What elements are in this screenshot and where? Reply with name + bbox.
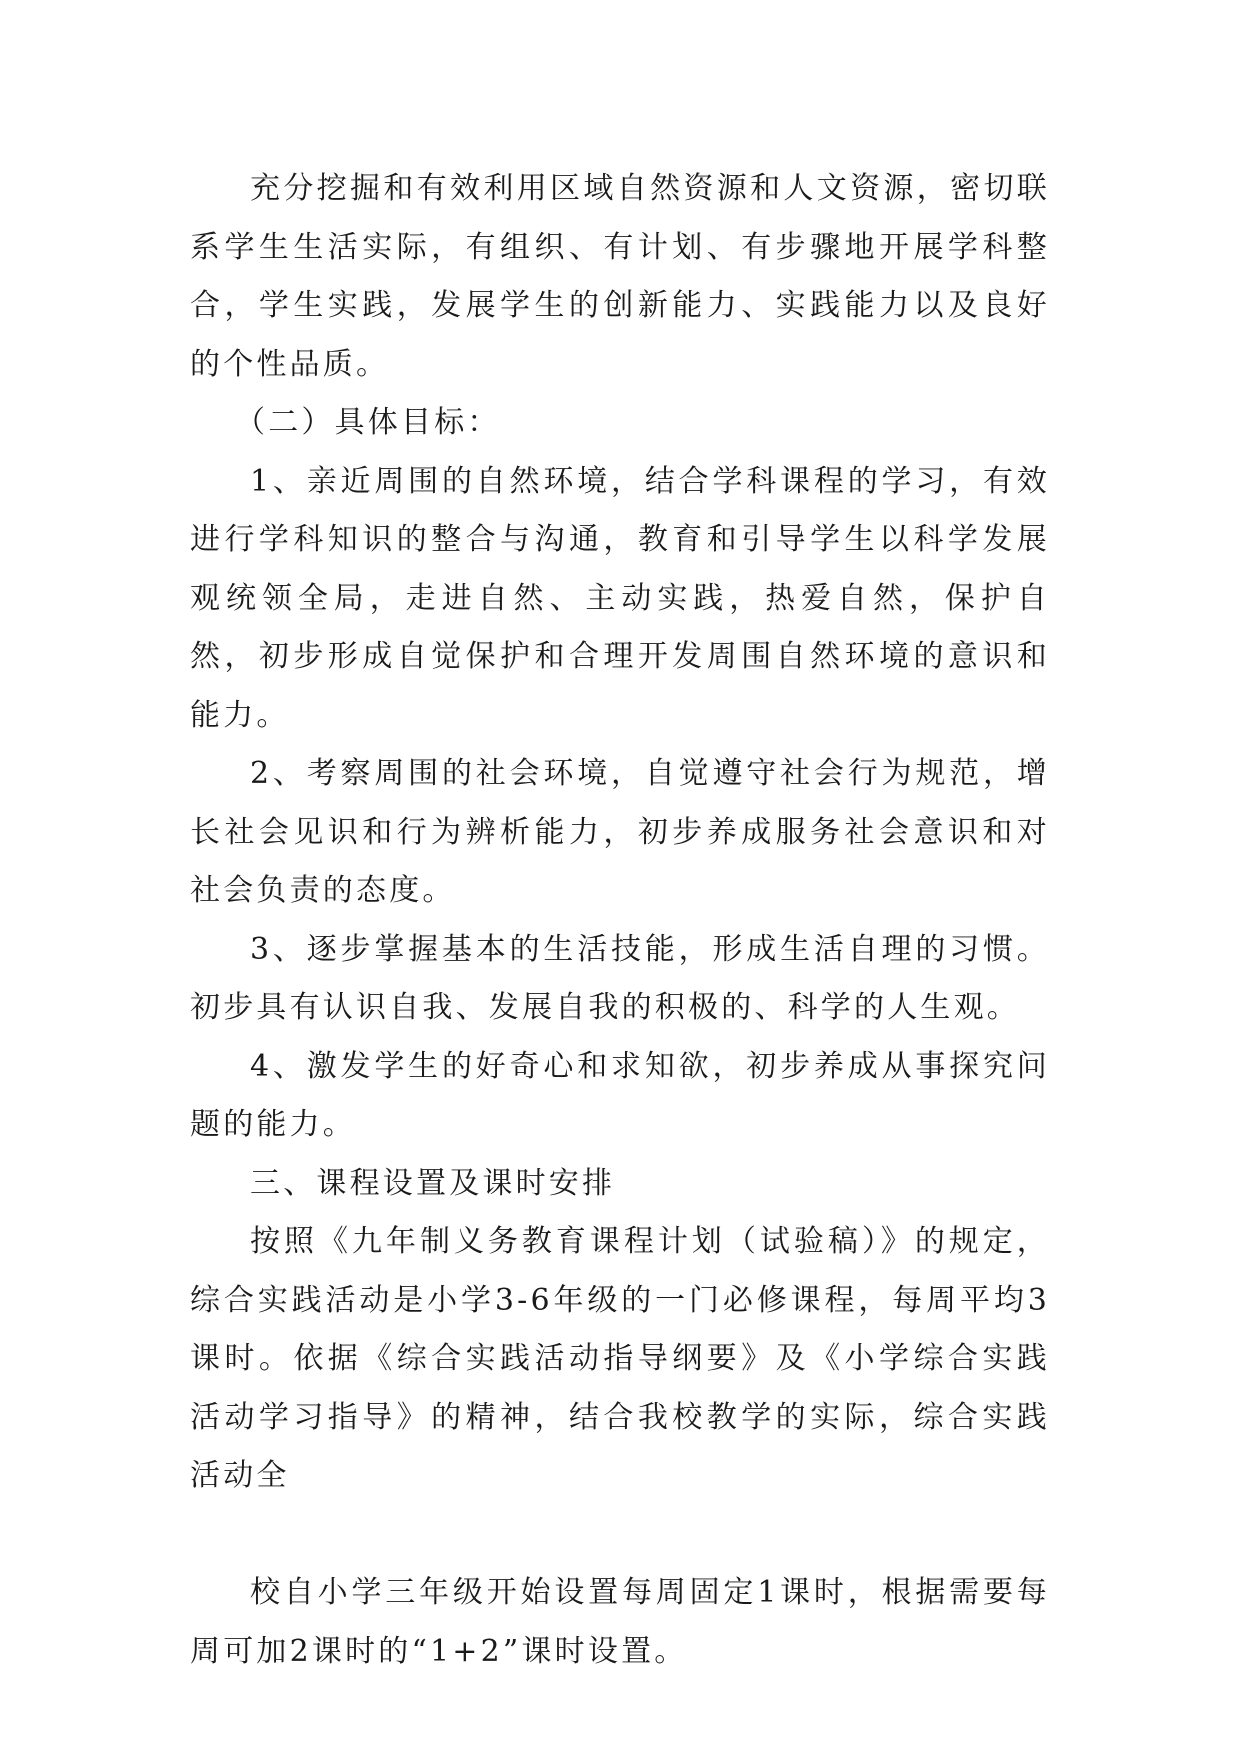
- paragraph-goal-2: 2、考察周围的社会环境，自觉遵守社会行为规范，增长社会见识和行为辨析能力，初步养成服务社会意识和对社会负责的态度。: [190, 756, 1050, 908]
- document-page: [190, 160, 1050, 1681]
- paragraph-goal-4: 4、激发学生的好奇心和求知欲，初步养成从事探究问题的能力。: [190, 1048, 1050, 1142]
- heading-specific-goals: （二）具体目标：: [235, 405, 501, 440]
- paragraph-course-plan: 按照《九年制义务教育课程计划（试验稿）》的规定，综合实践活动是小学3-6年级的一门必修课程，每周平均3课时。依据《综合实践活动指导纲要》及《小学综合实践活动学习指导》的精神，结合我校教学的实际，综合实践活动全: [190, 1224, 1050, 1493]
- paragraph-class-hours: 校自小学三年级开始设置每周固定1课时，根据需要每周可加2课时的“1+2”课时设置。: [190, 1575, 1050, 1669]
- heading-course-setup: 三、课程设置及课时安排: [250, 1165, 616, 1201]
- paragraph-goal-1: 1、亲近周围的自然环境，结合学科课程的学习，有效进行学科知识的整合与沟通，教育和引导学生以科学发展观统领全局，走进自然、主动实践，热爱自然，保护自然，初步形成自觉保护和合理开发周围自然环境的意识和能力。: [190, 463, 1050, 733]
- paragraph-goal-3: 3、逐步掌握基本的生活技能，形成生活自理的习惯。初步具有认识自我、发展自我的积极的、科学的人生观。: [190, 931, 1050, 1025]
- paragraph-overall-goal: 充分挖掘和有效利用区域自然资源和人文资源，密切联系学生生活实际，有组织、有计划、有步骤地开展学科整合，学生实践，发展学生的创新能力、实践能力以及良好的个性品质。: [190, 171, 1050, 382]
